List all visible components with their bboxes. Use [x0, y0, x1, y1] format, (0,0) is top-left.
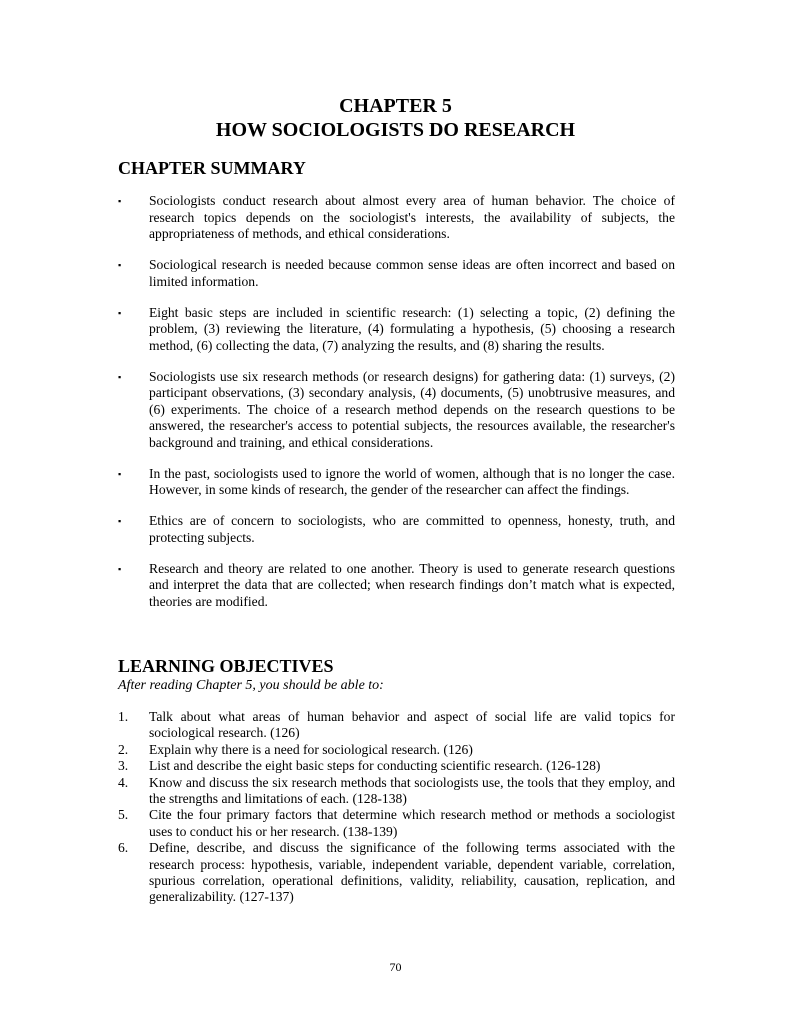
objective-number: 2. [118, 741, 129, 757]
summary-item [118, 561, 675, 611]
summary-item-text: In the past, sociologists used to ignore the world of women, although that is no longer the case. However, in some kinds of research, the gender of the researcher can affect the findings. [149, 465, 675, 497]
summary-item [118, 305, 675, 355]
chapter-number-title: CHAPTER 5 [339, 95, 452, 117]
objective-text: Explain why there is a need for sociological research. (126) [149, 741, 473, 757]
summary-item [118, 466, 675, 499]
chapter-summary-heading: CHAPTER SUMMARY [118, 158, 306, 178]
summary-item [118, 369, 675, 452]
chapter-title: HOW SOCIOLOGISTS DO RESEARCH [215, 119, 576, 141]
page-number: 70 [389, 960, 402, 974]
square-bullet-icon: ▪ [118, 516, 122, 526]
summary-item [118, 193, 675, 243]
summary-item-text: Sociologists use six research methods (or research designs) for gathering data: (1) surveys, (2) participant observations, (3) secondary analysis, (4) documents, (5) unobtrusive measures, and (6) experiments. The choice of a research method depends on the research questions to be answered, the researcher's access to potential subjects, the resources available, the researcher's background and training, and ethical considerations. [149, 368, 675, 450]
learning-objectives-subtitle: After reading Chapter 5, you should be able to: [118, 678, 384, 693]
summary-item-text: Ethics are of concern to sociologists, who are committed to openness, honesty, truth, and protecting subjects. [149, 513, 675, 545]
objective-item [118, 775, 675, 808]
square-bullet-icon: ▪ [118, 468, 122, 479]
objective-item [118, 758, 675, 774]
objective-number: 1. [118, 709, 129, 724]
objective-number: 4. [118, 774, 129, 790]
objective-text: Define, describe, and discuss the significance of the following terms associated with the research process: hypothesis, variable, independent variable, dependent variable, correlation, spurious correlation, operational definitions, validity, reliability, causation, replication, and generalizability. (127-137) [149, 840, 675, 905]
chapter-summary-list [118, 193, 675, 625]
square-bullet-icon: ▪ [118, 563, 122, 574]
objective-item [118, 840, 675, 906]
summary-item [118, 257, 675, 290]
learning-objectives-list [118, 709, 675, 906]
objective-number: 3. [118, 758, 129, 774]
summary-item-text: Sociological research is needed because common sense ideas are often incorrect and based on limited information. [149, 257, 675, 289]
objective-text: Talk about what areas of human behavior and aspect of social life are valid topics for sociological research. (126) [149, 709, 675, 741]
objective-number: 5. [118, 807, 129, 823]
summary-item-text: Eight basic steps are included in scientific research: (1) selecting a topic, (2) defining the problem, (3) reviewing the literature, (4) formulating a hypothesis, (5) choosing a research method, (6) collecting the data, (7) analyzing the results, and (8) sharing the results. [149, 304, 675, 353]
square-bullet-icon: ▪ [118, 260, 122, 270]
summary-item-text: Sociologists conduct research about almost every area of human behavior. The choice of research topics depends on the sociologist's interests, the availability of subjects, the appropriateness of methods, and ethical considerations. [149, 193, 675, 241]
objective-item [118, 709, 675, 742]
summary-item [118, 513, 675, 546]
learning-objectives-heading: LEARNING OBJECTIVES [118, 656, 334, 676]
objective-number: 6. [118, 840, 129, 856]
square-bullet-icon: ▪ [118, 196, 122, 206]
objective-text: Cite the four primary factors that determine which research method or methods a sociologist uses to conduct his or her research. (138-139) [149, 807, 675, 839]
square-bullet-icon: ▪ [118, 307, 122, 318]
objective-item [118, 807, 675, 840]
objective-item [118, 742, 675, 758]
summary-item-text: Research and theory are related to one another. Theory is used to generate research questions and interpret the data that are collected; when research findings don’t match what is expected, theories are modified. [149, 560, 675, 609]
objective-text: Know and discuss the six research methods that sociologists use, the tools that they employ, and the strengths and limitations of each. (128-138) [149, 774, 675, 807]
square-bullet-icon: ▪ [118, 371, 122, 382]
objective-text: List and describe the eight basic steps for conducting scientific research. (126-128) [149, 758, 601, 774]
